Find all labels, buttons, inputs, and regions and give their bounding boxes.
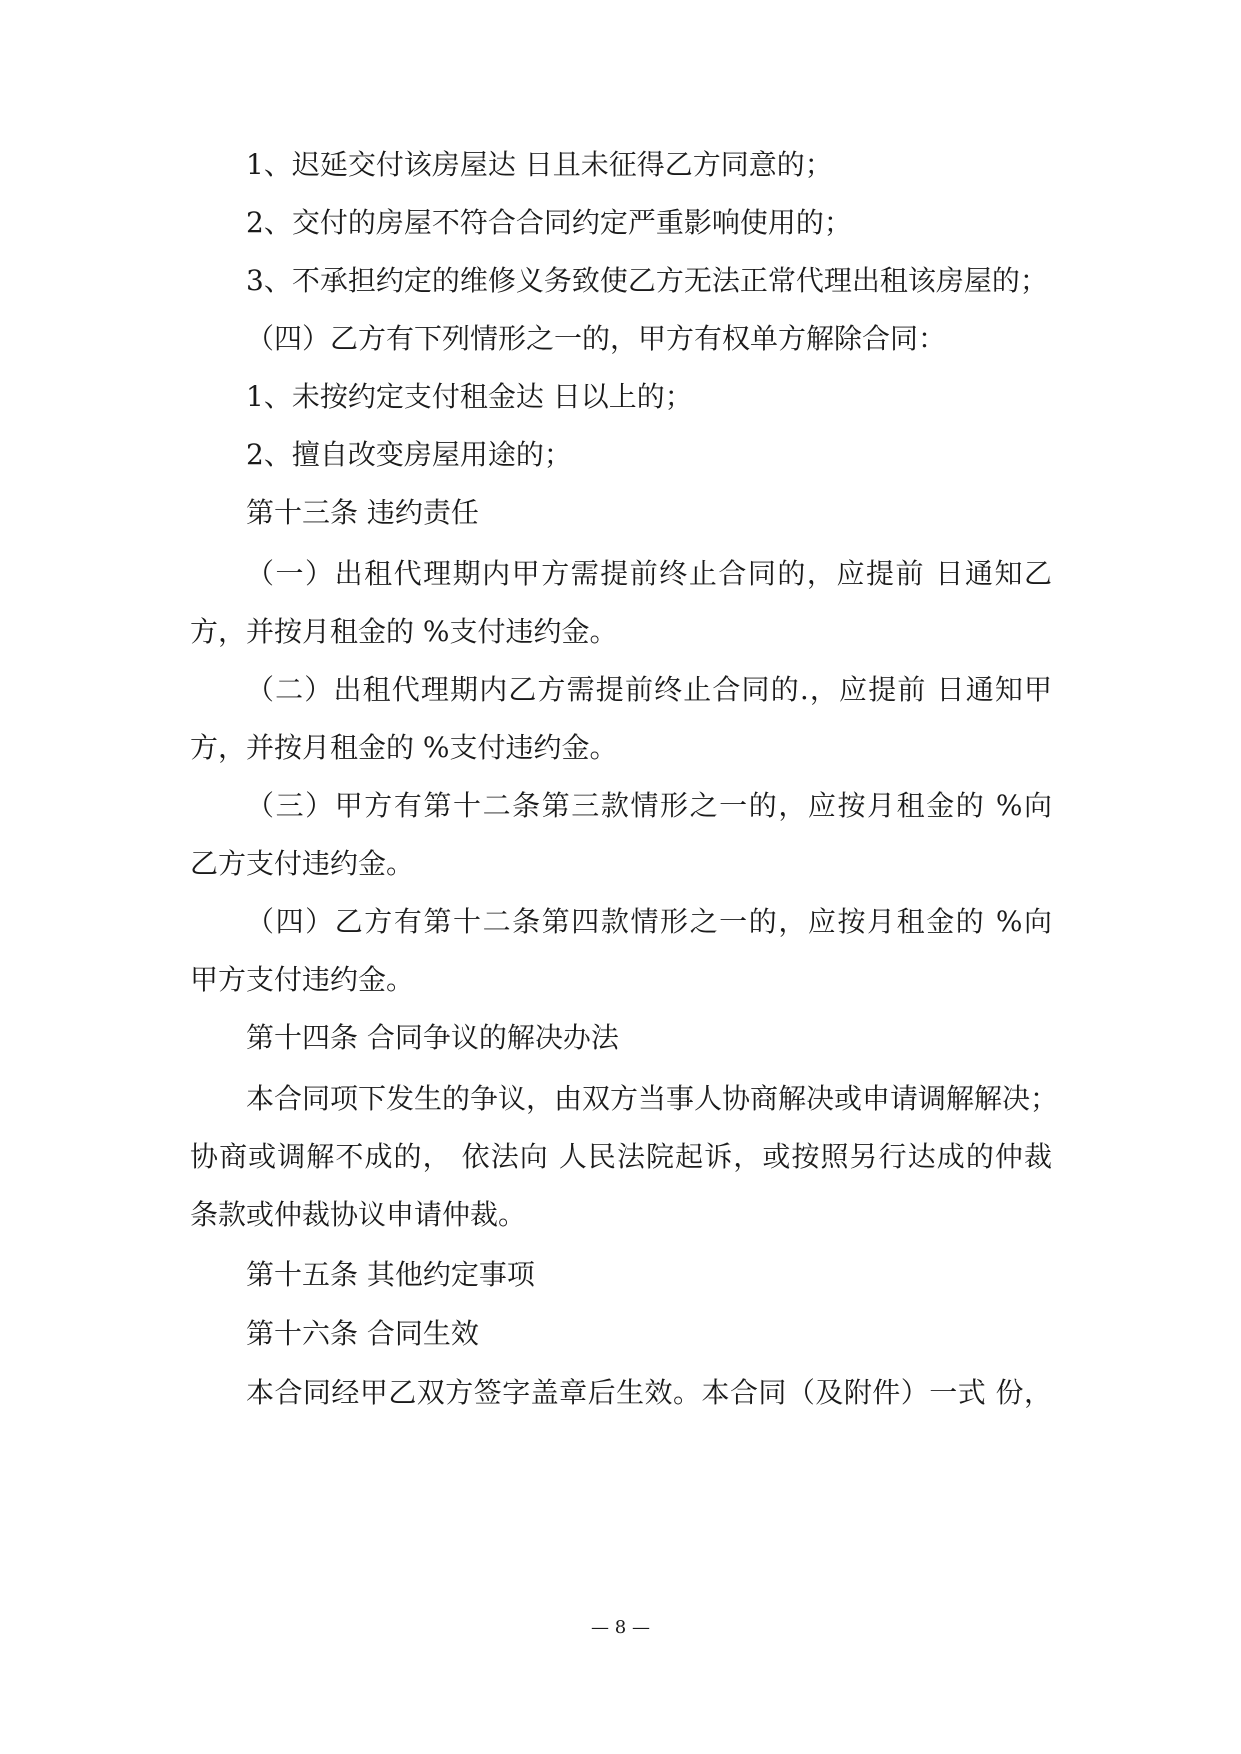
paragraph-line: 甲方支付违约金。 (190, 963, 415, 996)
list-item: 3、不承担约定的维修义务致使乙方无法正常代理出租该房屋的； (246, 264, 1048, 297)
paragraph-line: 条款或仲裁协议申请仲裁。 (190, 1198, 527, 1231)
list-item: 1、未按约定支付租金达 日以上的； (246, 380, 693, 413)
paragraph-line: （一）出租代理期内甲方需提前终止合同的，应提前 日通知乙 (246, 557, 1052, 590)
paragraph-line: 协商或调解不成的， 依法向 人民法院起诉，或按照另行达成的仲裁 (190, 1140, 1052, 1173)
paragraph-line: （二）出租代理期内乙方需提前终止合同的.，应提前 日通知甲 (246, 673, 1052, 706)
page-number: — 8 — (591, 1617, 650, 1638)
paragraph-line: 本合同经甲乙双方签字盖章后生效。本合同（及附件）一式 份， (246, 1376, 1052, 1409)
paragraph-line: 方，并按月租金的 %支付违约金。 (190, 731, 618, 764)
list-item: 1、迟延交付该房屋达 日且未征得乙方同意的； (246, 148, 833, 181)
paragraph-line: （四）乙方有第十二条第四款情形之一的，应按月租金的 %向 (246, 905, 1052, 938)
article-heading: 第十五条 其他约定事项 (246, 1258, 535, 1291)
list-item: 2、擅自改变房屋用途的； (246, 438, 572, 471)
paragraph-line: 方，并按月租金的 %支付违约金。 (190, 615, 618, 648)
paragraph-line: 本合同项下发生的争议，由双方当事人协商解决或申请调解解决； (246, 1082, 1059, 1115)
article-heading: 第十六条 合同生效 (246, 1317, 479, 1350)
article-heading: 第十四条 合同争议的解决办法 (246, 1021, 619, 1054)
paragraph-line: （三）甲方有第十二条第三款情形之一的，应按月租金的 %向 (246, 789, 1052, 822)
article-heading: 第十三条 违约责任 (246, 496, 479, 529)
paragraph-line: 乙方支付违约金。 (190, 847, 415, 880)
list-item: 2、交付的房屋不符合合同约定严重影响使用的； (246, 206, 852, 239)
paragraph-line: （四）乙方有下列情形之一的，甲方有权单方解除合同： (246, 322, 947, 355)
